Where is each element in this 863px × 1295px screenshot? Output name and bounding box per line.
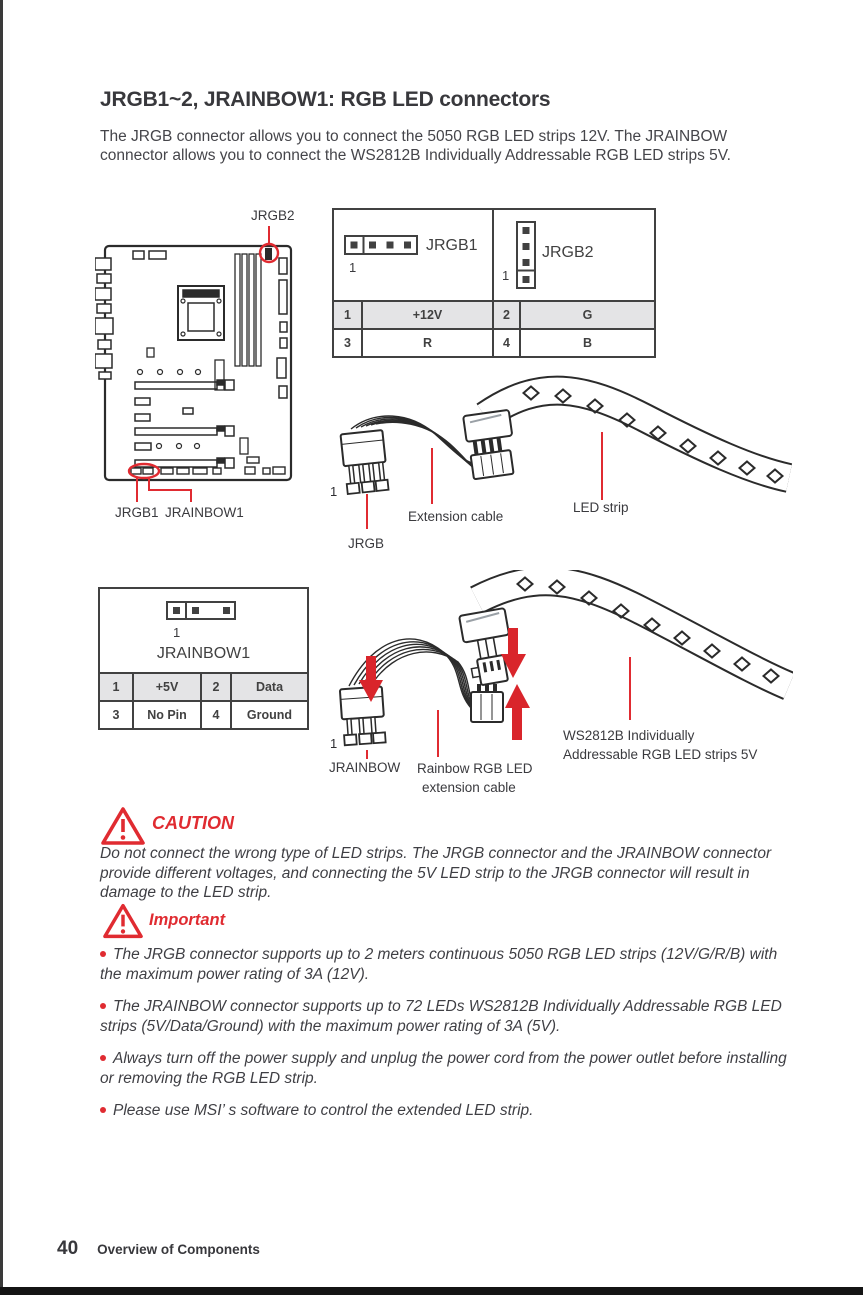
bullet-item xyxy=(100,945,796,984)
pin-cell: B xyxy=(519,328,654,356)
ws2812b-label-line1: WS2812B Individually xyxy=(563,728,695,743)
motherboard-diagram xyxy=(95,200,325,530)
jrainbow-label: JRAINBOW xyxy=(329,760,401,775)
jrgb2-connector-icon xyxy=(516,221,536,289)
jrainbow1-pin1-number: 1 xyxy=(173,625,181,640)
jrainbow-pin-table xyxy=(98,587,309,730)
bullet-dot xyxy=(100,1055,106,1061)
jrgb-pin-table xyxy=(332,208,656,358)
board-jrainbow1-label: JRAINBOW1 xyxy=(165,505,244,520)
pin-cell: 4 xyxy=(200,700,230,728)
jrainbow-table-header xyxy=(100,589,307,672)
jrgb1-name: JRGB1 xyxy=(426,237,478,254)
bullet-text: The JRGB connector supports up to 2 meters continuous 5050 RGB LED strips (12V/G/R/B) with the maximum power rating of 3A (12V). xyxy=(100,946,778,983)
pin-cell: +5V xyxy=(132,672,200,700)
important-heading: Important xyxy=(149,911,226,929)
bullet-dot xyxy=(100,1003,106,1009)
jrgb2-connector xyxy=(265,248,272,260)
jrainbow-cable-diagram xyxy=(315,570,793,802)
rainbow-cable-label-line2: extension cable xyxy=(422,780,516,795)
bullet-text: Always turn off the power supply and unplug the power cord from the power outlet before installing or removing the RGB LED strip. xyxy=(100,1050,787,1087)
board-jrgb1-label: JRGB1 xyxy=(115,505,159,520)
strip-connector xyxy=(463,410,517,480)
pin-cell: Data xyxy=(230,672,307,700)
bullet-item xyxy=(100,1101,796,1121)
jrgb-plug xyxy=(341,430,389,494)
footer-section-title: Overview of Components xyxy=(97,1242,260,1257)
motherboard-outline xyxy=(95,246,291,480)
jrgb1-header xyxy=(334,210,492,300)
bullet-item xyxy=(100,1049,796,1088)
jrgb-pin1-number: 1 xyxy=(330,484,338,499)
page-number: 40 xyxy=(57,1238,79,1259)
cable-receptacle xyxy=(471,684,503,722)
rainbow-cable-label-line1: Rainbow RGB LED xyxy=(417,761,533,776)
jrgb1-connector-icon xyxy=(344,235,418,255)
caution-warning-icon xyxy=(100,805,146,847)
page-title: JRGB1~2, JRAINBOW1: RGB LED connectors xyxy=(100,88,551,111)
pin-cell: 3 xyxy=(100,700,132,728)
pin-cell: 3 xyxy=(334,328,361,356)
jrgb2-header xyxy=(492,210,654,300)
jrainbow-plug xyxy=(340,687,386,746)
bullet-text: The JRAINBOW connector supports up to 72 LEDs WS2812B Individually Addressable RGB LED strips (5V/Data/Ground) with the maximum power rating of 3A (5V). xyxy=(100,998,782,1035)
pin-cell: Ground xyxy=(230,700,307,728)
pin-cell: R xyxy=(361,328,492,356)
pin-cell: 1 xyxy=(100,672,132,700)
page-bottom-edge xyxy=(0,1287,863,1295)
pin-cell: G xyxy=(519,300,654,328)
jrgb-table-header xyxy=(334,210,654,300)
caution-body: Do not connect the wrong type of LED strips. The JRGB connector and the JRAINBOW connector provide different voltages, and connecting the 5V LED strip to the JRGB connector will result in damage to the LED strip. xyxy=(100,845,772,901)
board-jrgb2-label: JRGB2 xyxy=(251,208,295,223)
intro-paragraph: The JRGB connector allows you to connect the 5050 RGB LED strips 12V. The JRAINBOW connector allows you to connect the WS2812B Individually Addressable RGB LED strips 5V. xyxy=(100,128,731,164)
bullet-text: Please use MSI’ s software to control the extended LED strip. xyxy=(113,1102,534,1119)
jrgb2-name: JRGB2 xyxy=(542,244,594,261)
extension-cable-label: Extension cable xyxy=(408,509,504,524)
jrainbow1-connector-icon xyxy=(166,601,236,620)
jrgb-cable-diagram xyxy=(315,372,793,564)
jrgb-label: JRGB xyxy=(348,536,385,551)
page-left-edge xyxy=(0,0,3,1295)
jrgb-pin-grid xyxy=(334,300,654,356)
pin-cell: No Pin xyxy=(132,700,200,728)
jrainbow-pin1-number: 1 xyxy=(330,736,338,751)
bullet-item xyxy=(100,997,796,1036)
important-bullets xyxy=(100,945,796,1134)
pin-cell: 4 xyxy=(492,328,519,356)
pin-cell: 2 xyxy=(492,300,519,328)
io-ports xyxy=(95,258,113,379)
jrainbow-pin-grid xyxy=(100,672,307,728)
jrgb2-pin1-number: 1 xyxy=(502,268,510,283)
addressable-led-strip xyxy=(477,578,789,687)
pin-cell: 2 xyxy=(200,672,230,700)
bullet-dot xyxy=(100,951,106,957)
jrgb1-pin1-number: 1 xyxy=(349,260,357,275)
jrainbow1-name: JRAINBOW1 xyxy=(156,645,251,662)
connection-arrows xyxy=(359,628,530,740)
page-footer xyxy=(57,1238,260,1260)
important-warning-icon xyxy=(102,902,144,940)
pin-cell: 1 xyxy=(334,300,361,328)
caution-heading: CAUTION xyxy=(152,813,234,833)
ws2812b-label-line2: Addressable RGB LED strips 5V xyxy=(563,747,758,762)
pin-cell: +12V xyxy=(361,300,492,328)
led-strip xyxy=(485,387,789,483)
led-strip-label: LED strip xyxy=(573,500,629,515)
bullet-dot xyxy=(100,1107,106,1113)
